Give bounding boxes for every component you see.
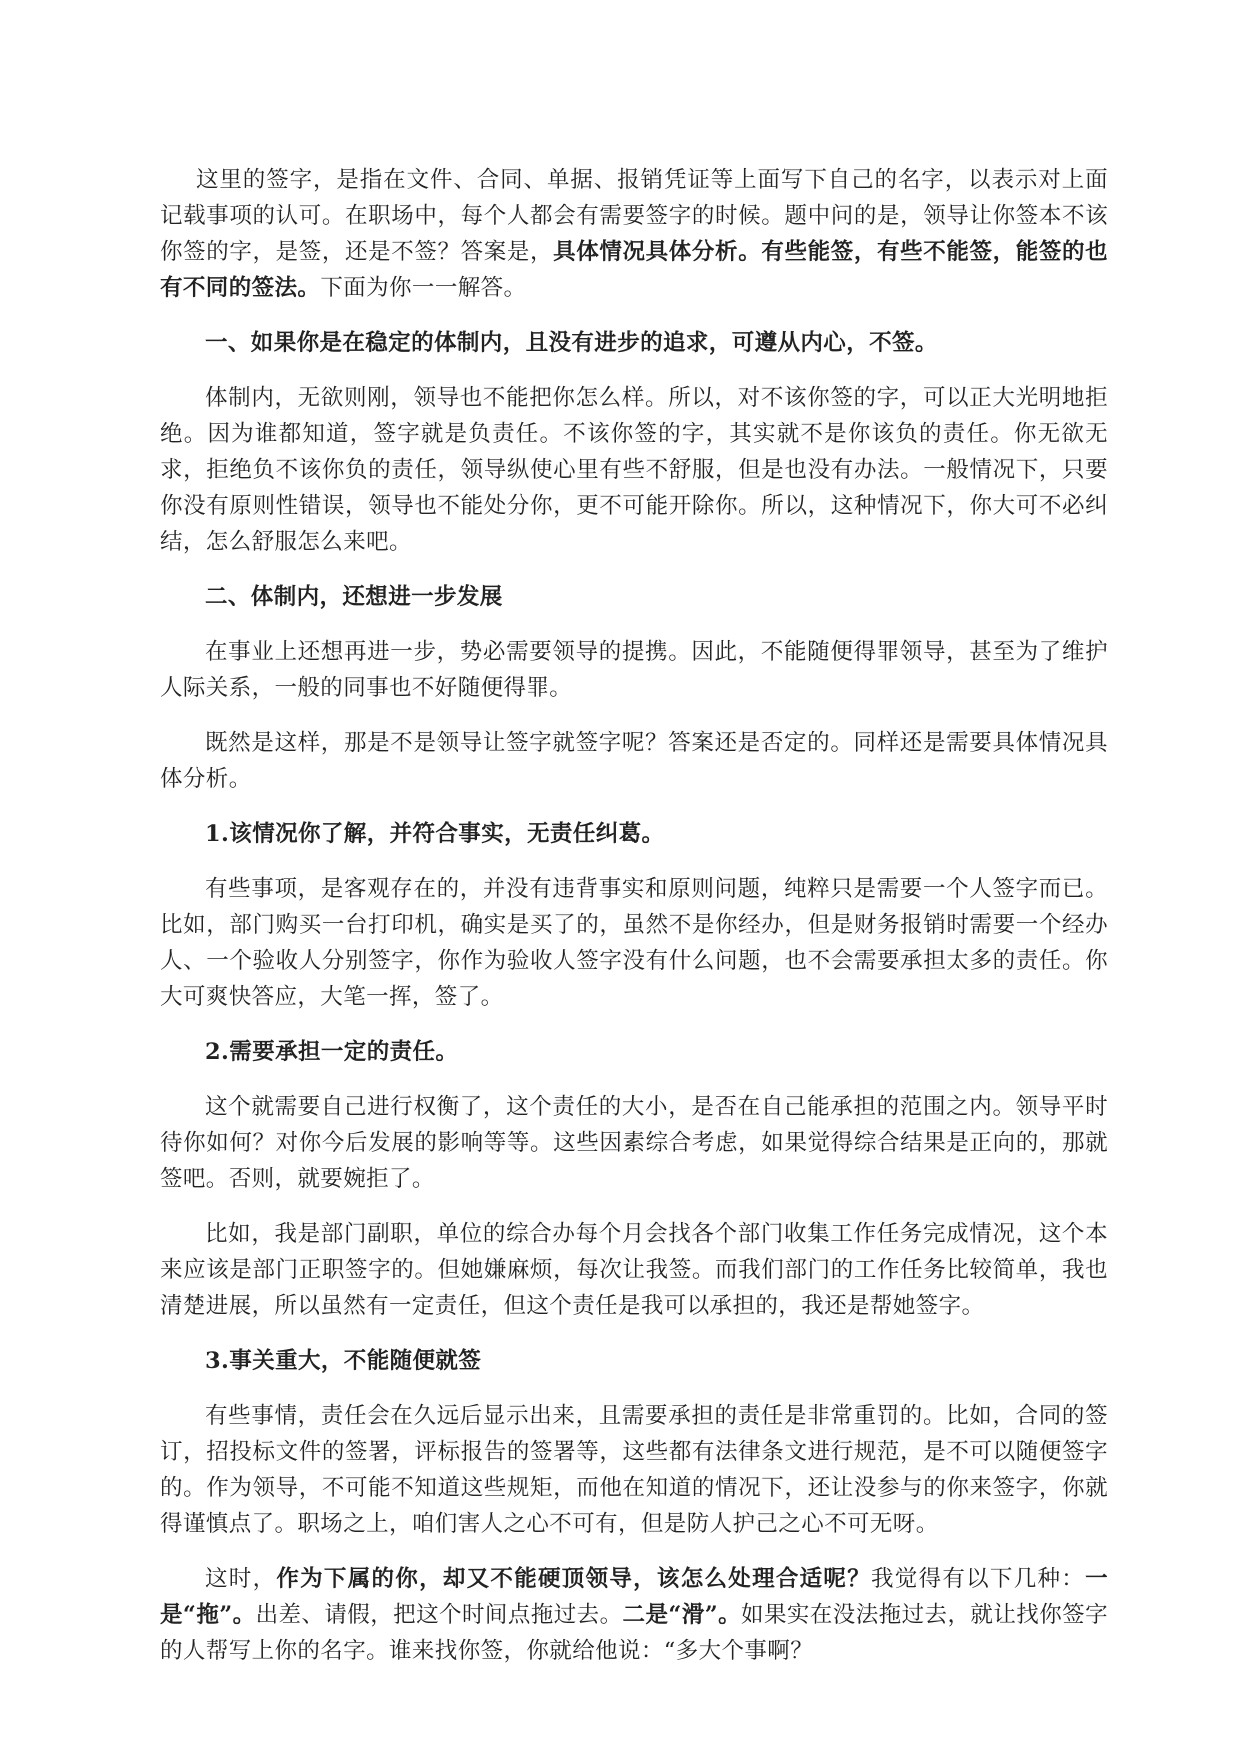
section-1-heading: 一、如果你是在稳定的体制内，且没有进步的追求，可遵从内心，不签。 [205,330,938,356]
intro-text-2: 下面为你一一解答。 [320,275,527,301]
subsection-1-heading: 1.该情况你了解，并符合事实，无责任纠葛。 [205,821,665,847]
section-2-paragraph-1: 在事业上还想再进一步，势必需要领导的提携。因此，不能随便得罪领导，甚至为了维护人际关系，一般的同事也不好随便得罪。 [160,639,1108,701]
final-paragraph [160,1561,1108,1669]
subsection-2-heading: 2.需要承担一定的责任。 [205,1039,459,1065]
section-2-heading: 二、体制内，还想进一步发展 [205,584,503,610]
section-1-paragraph: 体制内，无欲则刚，领导也不能把你怎么样。所以，对不该你签的字，可以正大光明地拒绝。因为谁都知道，签字就是负责任。不该你签的字，其实就不是你该负的责任。你无欲无求，拒绝负不该你负的责任，领导纵使心里有些不舒服，但是也没有办法。一般情况下，只要你没有原则性错误，领导也不能处分你，更不可能开除你。所以，这种情况下，你大可不必纠结，怎么舒服怎么来吧。 [160,385,1108,555]
final-text-4: 如果实在没法拖过去，就让找你签字的人帮写上你的名字。谁来找你签，你就给他说：“多大个事啊？ [160,1602,1108,1664]
subsection-1-paragraph: 有些事项，是客观存在的，并没有违背事实和原则问题，纯粹只是需要一个人签字而已。比如，部门购买一台打印机，确实是买了的，虽然不是你经办，但是财务报销时需要一个经办人、一个验收人分别签字，你作为验收人签字没有什么问题，也不会需要承担太多的责任。你大可爽快答应，大笔一挥，签了。 [160,876,1108,1010]
final-bold-3: 二是“滑”。 [622,1602,742,1628]
final-bold-1: 作为下属的你，却又不能硬顶领导，该怎么处理合适呢？ [276,1566,871,1592]
subsection-3-paragraph: 有些事情，责任会在久远后显示出来，且需要承担的责任是非常重罚的。比如，合同的签订，招投标文件的签署，评标报告的签署等，这些都有法律条文进行规范，是不可以随便签字的。作为领导，不可能不知道这些规矩，而他在知道的情况下，还让没参与的你来签字，你就得谨慎点了。职场之上，咱们害人之心不可有，但是防人护己之心不可无呀。 [160,1403,1108,1537]
final-text-1: 这时， [205,1566,277,1592]
section-2-paragraph-2: 既然是这样，那是不是领导让签字就签字呢？答案还是否定的。同样还是需要具体情况具体分析。 [160,730,1108,792]
intro-text-1: 这里的签字，是指在文件、合同、单据、报销凭证等上面写下自己的名字，以表示对上面记载事项的认可。在职场中，每个人都会有需要签字的时候。题中问的是，领导让你签本不该你签的字，是签，还是不签？答案是， [160,167,1108,265]
intro-paragraph [160,162,1108,306]
final-text-2: 我觉得有以下几种： [871,1566,1086,1592]
subsection-2-paragraph-2: 比如，我是部门副职，单位的综合办每个月会找各个部门收集工作任务完成情况，这个本来应该是部门正职签字的。但她嫌麻烦，每次让我签。而我们部门的工作任务比较简单，我也清楚进展，所以虽然有一定责任，但这个责任是我可以承担的，我还是帮她签字。 [160,1221,1108,1319]
final-bold-2: 一是“拖”。 [160,1566,1108,1628]
subsection-3-heading: 3.事关重大，不能随便就签 [205,1348,482,1374]
intro-bold-1: 具体情况具体分析。有些能签，有些不能签，能签的也有不同的签法。 [160,239,1108,301]
final-text-3: 出差、请假，把这个时间点拖过去。 [255,1602,623,1628]
subsection-2-paragraph-1: 这个就需要自己进行权衡了，这个责任的大小，是否在自己能承担的范围之内。领导平时待你如何？对你今后发展的影响等等。这些因素综合考虑，如果觉得综合结果是正向的，那就签吧。否则，就要婉拒了。 [160,1094,1108,1192]
